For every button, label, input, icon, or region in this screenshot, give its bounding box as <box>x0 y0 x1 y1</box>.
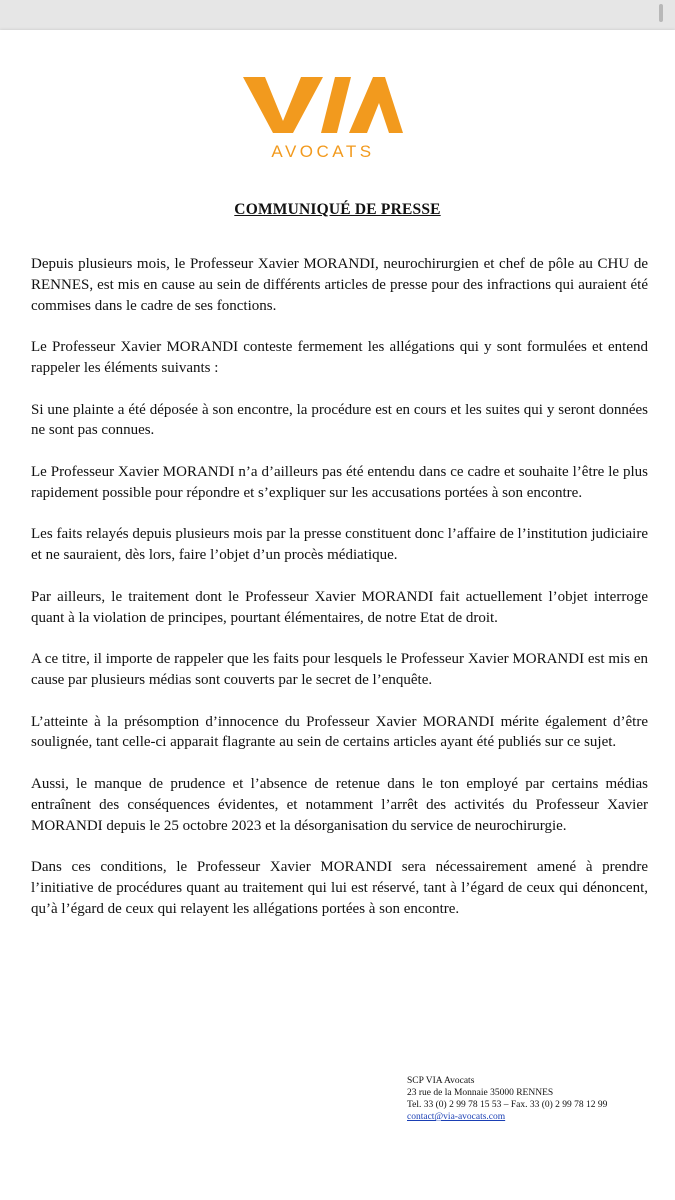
paragraph: Les faits relayés depuis plusieurs mois par la presse constituent donc l’affaire de l’institution judiciaire et ne sauraient, dès lors, faire l’objet d’un procès médiatique. <box>31 526 648 564</box>
paragraph: Si une plainte a été déposée à son encontre, la procédure est en cours et les suites qui y seront données ne sont pas connues. <box>31 401 648 439</box>
paragraph: Aussi, le manque de prudence et l’absence de retenue dans le ton employé par certains médias entraînent des conséquences évidentes, et notamment l’arrêt des activités du Professeur Xavier MORANDI depuis le 25 octobre 2023 et la désorganisation du service de neurochirurgie. <box>31 775 648 834</box>
press-release-body <box>31 254 648 940</box>
paragraph: Le Professeur Xavier MORANDI conteste fermement les allégations qui y sont formulées et entend rappeler les éléments suivants : <box>31 339 648 376</box>
paragraph: L’atteinte à la présomption d’innocence du Professeur Xavier MORANDI mérite également d’être soulignée, tant celle-ci apparait flagrante au sein de certains articles ayant été publiés sur ce sujet. <box>31 713 648 751</box>
via-avocats-logo <box>243 75 405 165</box>
viewer-top-bar <box>0 0 675 30</box>
firm-name: SCP VIA Avocats <box>407 1076 475 1086</box>
document-page <box>0 30 675 1200</box>
logo-subtitle: AVOCATS <box>271 142 375 161</box>
paragraph: A ce titre, il importe de rappeler que les faits pour lesquels le Professeur Xavier MORANDI est mis en cause par plusieurs médias sont couverts par le secret de l’enquête. <box>31 651 648 688</box>
firm-contact-block <box>407 1075 657 1123</box>
firm-address: 23 rue de la Monnaie 35000 RENNES <box>407 1088 554 1098</box>
logo-graphic <box>243 75 405 165</box>
paragraph: Le Professeur Xavier MORANDI n’a d’ailleurs pas été entendu dans ce cadre et souhaite l’être le plus rapidement possible pour répondre et s’expliquer sur les accusations portées à son encontre. <box>31 463 648 501</box>
firm-email-link[interactable]: contact@via-avocats.com <box>407 1112 506 1122</box>
paragraph: Par ailleurs, le traitement dont le Professeur Xavier MORANDI fait actuellement l’objet interroge quant à la violation de principes, pourtant élémentaires, de notre Etat de droit. <box>31 588 648 626</box>
paragraph: Dans ces conditions, le Professeur Xavier MORANDI sera nécessairement amené à prendre l’initiative de procédures quant au traitement qui lui est réservé, tant à l’égard de ceux qui dénoncent, qu’à l’égard de ceux qui relayent les allégations portées à son encontre. <box>31 859 648 917</box>
scroll-indicator[interactable] <box>659 4 663 22</box>
press-release-title: COMMUNIQUÉ DE PRESSE <box>234 201 441 218</box>
firm-phone-fax: Tel. 33 (0) 2 99 78 15 53 – Fax. 33 (0) 2 99 78 12 99 <box>407 1100 608 1110</box>
paragraph: Depuis plusieurs mois, le Professeur Xavier MORANDI, neurochirurgien et chef de pôle au CHU de RENNES, est mis en cause au sein de différents articles de presse pour des infractions qui auraient été commises dans le cadre de ses fonctions. <box>31 256 648 314</box>
